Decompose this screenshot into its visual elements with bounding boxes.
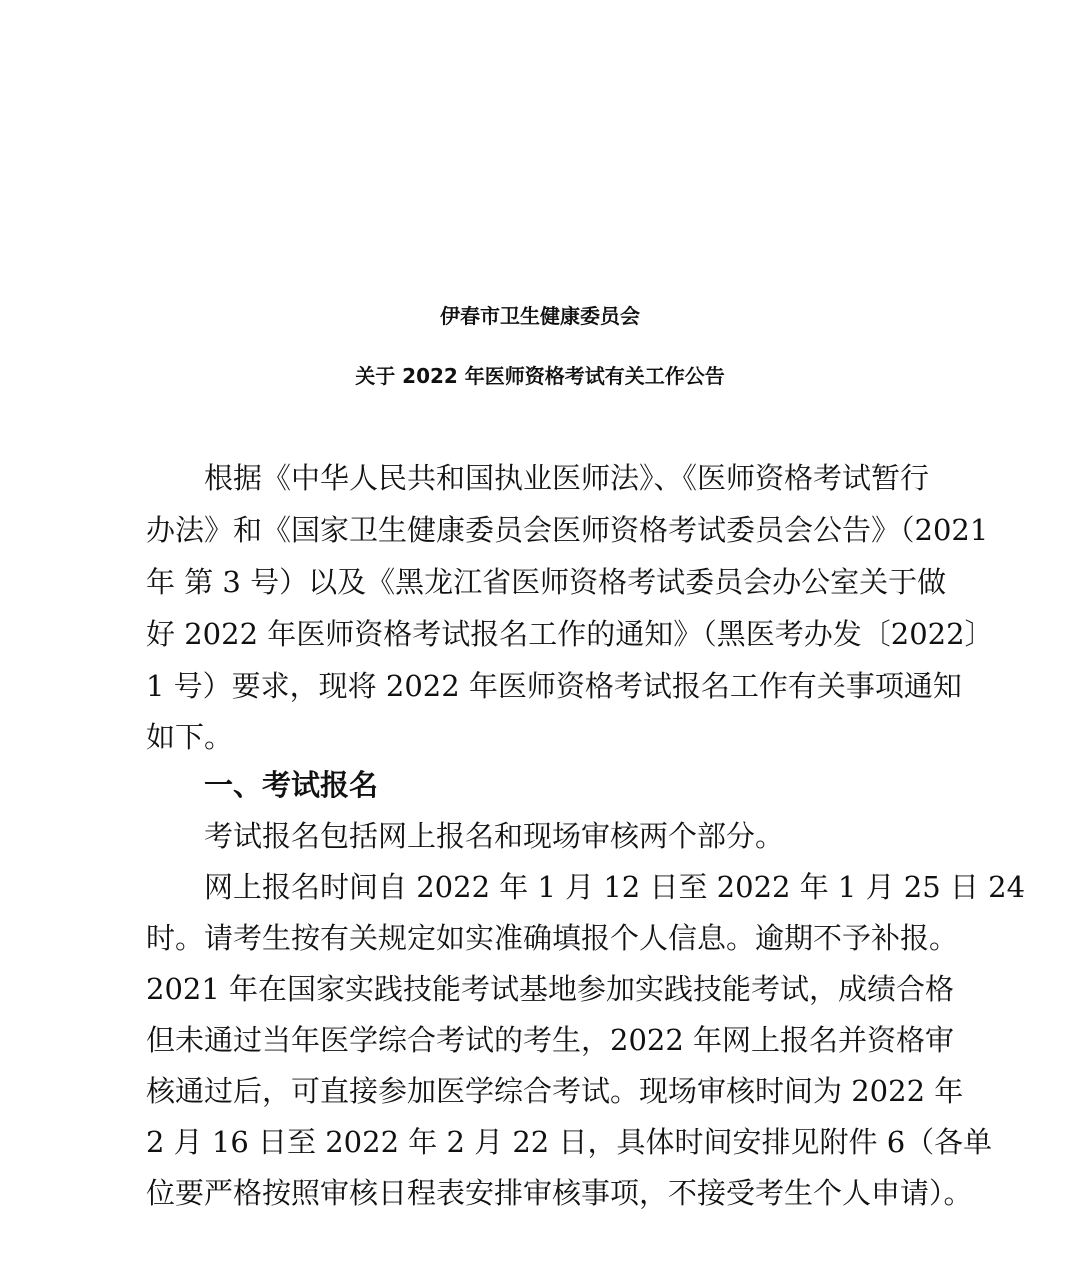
- document-title-line2: 关于 2022 年医师资格考试有关工作公告: [355, 364, 725, 388]
- document-title-line1: 伊春市卫生健康委员会: [440, 304, 640, 328]
- body-line-15: 位要严格按照审核日程表安排审核事项，不接受考生个人申请）。: [146, 1176, 973, 1210]
- body-line-8: 考试报名包括网上报名和现场审核两个部分。: [204, 819, 785, 853]
- body-line-11: 2021 年在国家实践技能考试基地参加实践技能考试，成绩合格: [146, 972, 955, 1006]
- body-line-2: 办法》和《国家卫生健康委员会医师资格考试委员会公告》（2021: [146, 513, 989, 547]
- body-line-9: 网上报名时间自 2022 年 1 月 12 日至 2022 年 1 月 25 日 24: [204, 870, 1026, 904]
- body-line-14: 2 月 16 日至 2022 年 2 月 22 日，具体时间安排见附件 6（各单: [146, 1125, 993, 1159]
- body-line-6: 如下。: [146, 720, 234, 754]
- body-line-5: 1 号）要求，现将 2022 年医师资格考试报名工作有关事项通知: [146, 669, 962, 703]
- body-line-1: 根据《中华人民共和国执业医师法》、《医师资格考试暂行: [204, 461, 930, 495]
- body-line-3: 年 第 3 号）以及《黑龙江省医师资格考试委员会办公室关于做: [146, 565, 947, 599]
- body-line-4: 好 2022 年医师资格考试报名工作的通知》（黑医考办发〔2022〕: [146, 617, 994, 651]
- body-line-12: 但未通过当年医学综合考试的考生，2022 年网上报名并资格审: [146, 1023, 955, 1057]
- body-line-10: 时。请考生按有关规定如实准确填报个人信息。逾期不予补报。: [146, 921, 959, 955]
- body-line-13: 核通过后，可直接参加医学综合考试。现场审核时间为 2022 年: [146, 1074, 964, 1108]
- section-heading-exam-registration: 一、考试报名: [204, 768, 379, 802]
